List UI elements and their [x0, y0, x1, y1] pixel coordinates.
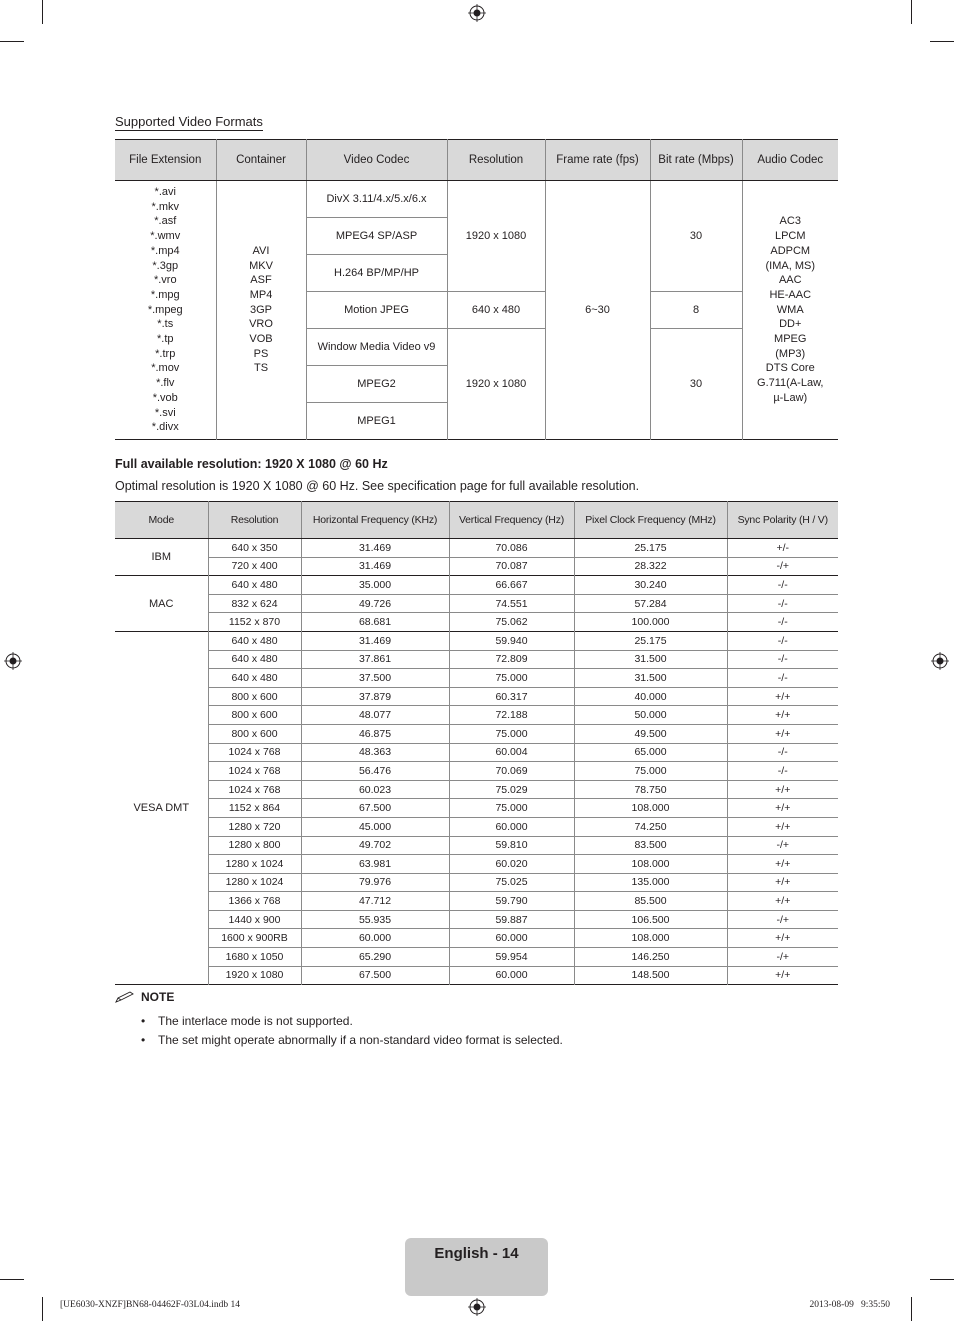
- table-header-row: [115, 140, 838, 181]
- table-cell: 31.469: [301, 557, 449, 576]
- table-cell: 79.976: [301, 873, 449, 892]
- list-line: AC3: [779, 215, 801, 228]
- table-cell: 1152 x 864: [208, 799, 301, 818]
- list-item: • The interlace mode is not supported.: [115, 1012, 563, 1031]
- table-row: [115, 929, 838, 948]
- crop-mark: [42, 0, 43, 24]
- list-line: DTS Core: [765, 362, 815, 375]
- table-cell: 640 x 480: [208, 576, 301, 595]
- table-cell: +/+: [727, 706, 838, 725]
- crop-mark: [0, 1279, 24, 1280]
- table-cell: 67.500: [301, 799, 449, 818]
- table-cell: 31.500: [574, 650, 727, 669]
- list-line: HE-AAC: [769, 288, 812, 301]
- table-cell: 146.250: [574, 948, 727, 967]
- table-row: [115, 799, 838, 818]
- list-line: PS: [253, 347, 269, 360]
- table-cell: 59.790: [449, 892, 574, 911]
- table-cell: -/-: [727, 576, 838, 595]
- list-line: *.avi: [154, 186, 176, 199]
- table-cell: 57.284: [574, 594, 727, 613]
- table-cell: 60.000: [449, 929, 574, 948]
- resolution-table: [115, 501, 838, 985]
- table-cell: 1366 x 768: [208, 892, 301, 911]
- list-line: MKV: [249, 259, 273, 272]
- table-cell: 1024 x 768: [208, 780, 301, 799]
- table-cell: 100.000: [574, 613, 727, 632]
- table-cell: 49.500: [574, 724, 727, 743]
- registration-mark-icon: [468, 1298, 486, 1316]
- table-cell: 640 x 480: [208, 650, 301, 669]
- table-cell: +/+: [727, 724, 838, 743]
- list-line: µ-Law): [773, 391, 808, 404]
- file-extension-list: [115, 181, 216, 440]
- table-row: [115, 613, 838, 632]
- table-cell: 1024 x 768: [208, 762, 301, 781]
- table-cell: +/-: [727, 539, 838, 558]
- table-cell: 65.290: [301, 948, 449, 967]
- table-cell: 49.726: [301, 594, 449, 613]
- video-codec-cell: H.264 BP/MP/HP: [306, 255, 447, 292]
- table-cell: 60.023: [301, 780, 449, 799]
- table-cell: 83.500: [574, 836, 727, 855]
- table-cell: 800 x 600: [208, 687, 301, 706]
- table-row: [115, 873, 838, 892]
- table-cell: 50.000: [574, 706, 727, 725]
- table-cell: +/+: [727, 873, 838, 892]
- column-header: Container: [216, 140, 306, 181]
- resolution-section-title: Full available resolution: 1920 X 1080 @ 60 Hz: [115, 457, 388, 471]
- table-cell: 70.069: [449, 762, 574, 781]
- crop-mark: [930, 41, 954, 42]
- table-row: [115, 743, 838, 762]
- column-header: Pixel Clock Frequency (MHz): [574, 502, 727, 539]
- list-line: *.wmv: [150, 230, 181, 243]
- table-row: [115, 948, 838, 967]
- table-cell: 30.240: [574, 576, 727, 595]
- table-cell: 37.500: [301, 669, 449, 688]
- table-row: [115, 780, 838, 799]
- video-codec-cell: MPEG4 SP/ASP: [306, 218, 447, 255]
- list-line: (MP3): [775, 347, 806, 360]
- table-row: [115, 892, 838, 911]
- list-line: AAC: [778, 274, 802, 287]
- table-cell: 60.000: [449, 966, 574, 985]
- footer-timestamp: 2013-08-09 9:35:50: [809, 1300, 890, 1310]
- table-cell: 800 x 600: [208, 724, 301, 743]
- table-cell: 60.000: [301, 929, 449, 948]
- bitrate-cell: 30: [650, 329, 742, 440]
- table-cell: 640 x 350: [208, 539, 301, 558]
- table-cell: 70.087: [449, 557, 574, 576]
- table-cell: 148.500: [574, 966, 727, 985]
- table-row: [115, 966, 838, 985]
- page-number: English - 14: [434, 1245, 519, 1262]
- table-cell: 74.551: [449, 594, 574, 613]
- note-list: [115, 1012, 563, 1050]
- list-line: 3GP: [249, 303, 272, 316]
- table-cell: 75.000: [449, 724, 574, 743]
- table-cell: 106.500: [574, 910, 727, 929]
- footer-file-info: [UE6030-XNZF]BN68-04462F-03L04.indb 14: [60, 1300, 240, 1310]
- list-line: ASF: [250, 274, 272, 287]
- column-header: Audio Codec: [742, 140, 838, 181]
- bitrate-cell: 30: [650, 181, 742, 292]
- table-cell: 75.025: [449, 873, 574, 892]
- table-cell: 1280 x 800: [208, 836, 301, 855]
- table-cell: 48.363: [301, 743, 449, 762]
- table-row: [115, 631, 838, 650]
- table-cell: -/-: [727, 743, 838, 762]
- table-cell: 59.810: [449, 836, 574, 855]
- list-line: *.mkv: [151, 200, 179, 213]
- table-cell: +/+: [727, 687, 838, 706]
- table-cell: 65.000: [574, 743, 727, 762]
- table-cell: -/+: [727, 836, 838, 855]
- column-header: File Extension: [115, 140, 216, 181]
- list-line: LPCM: [774, 230, 806, 243]
- table-cell: 48.077: [301, 706, 449, 725]
- table-cell: 108.000: [574, 855, 727, 874]
- table-cell: 67.500: [301, 966, 449, 985]
- table-cell: 55.935: [301, 910, 449, 929]
- table-cell: 25.175: [574, 539, 727, 558]
- table-cell: 1920 x 1080: [208, 966, 301, 985]
- table-cell: 1280 x 1024: [208, 855, 301, 874]
- table-cell: 72.809: [449, 650, 574, 669]
- table-cell: 59.954: [449, 948, 574, 967]
- table-cell: 47.712: [301, 892, 449, 911]
- list-line: *.3gp: [152, 259, 179, 272]
- table-cell: 31.469: [301, 539, 449, 558]
- table-row: [115, 669, 838, 688]
- column-header: Sync Polarity (H / V): [727, 502, 838, 539]
- column-header: Bit rate (Mbps): [650, 140, 742, 181]
- table-cell: -/-: [727, 669, 838, 688]
- video-codec-cell: MPEG1: [306, 403, 447, 440]
- list-line: *.svi: [154, 406, 176, 419]
- table-cell: -/-: [727, 631, 838, 650]
- crop-mark: [930, 1279, 954, 1280]
- mode-cell: VESA DMT: [115, 631, 208, 984]
- table-cell: -/+: [727, 557, 838, 576]
- table-row: [115, 181, 838, 218]
- table-row: [115, 576, 838, 595]
- column-header: Resolution: [447, 140, 545, 181]
- list-line: *.vro: [153, 274, 177, 287]
- list-line: *.asf: [154, 215, 177, 228]
- list-line: (IMA, MS): [765, 259, 815, 272]
- table-cell: 78.750: [574, 780, 727, 799]
- bitrate-cell: 8: [650, 292, 742, 329]
- table-cell: +/+: [727, 892, 838, 911]
- table-row: [115, 910, 838, 929]
- column-header: Mode: [115, 502, 208, 539]
- table-cell: 40.000: [574, 687, 727, 706]
- table-cell: -/+: [727, 910, 838, 929]
- resolution-cell: 1920 x 1080: [447, 329, 545, 440]
- table-cell: 45.000: [301, 817, 449, 836]
- section-title-video-formats: Supported Video Formats: [115, 114, 263, 129]
- table-cell: 60.004: [449, 743, 574, 762]
- column-header: Resolution: [208, 502, 301, 539]
- table-cell: 37.879: [301, 687, 449, 706]
- column-header: Frame rate (fps): [545, 140, 650, 181]
- list-line: VOB: [249, 333, 273, 346]
- list-line: *.ts: [157, 318, 174, 331]
- table-cell: 75.029: [449, 780, 574, 799]
- list-line: G.711(A-Law,: [757, 377, 824, 390]
- table-cell: 640 x 480: [208, 669, 301, 688]
- table-cell: 31.500: [574, 669, 727, 688]
- table-cell: 60.317: [449, 687, 574, 706]
- table-cell: 108.000: [574, 799, 727, 818]
- list-line: *.vob: [152, 391, 178, 404]
- table-cell: 28.322: [574, 557, 727, 576]
- table-cell: -/-: [727, 650, 838, 669]
- list-line: TS: [253, 362, 269, 375]
- table-header-row: [115, 502, 838, 539]
- table-cell: 25.175: [574, 631, 727, 650]
- video-codec-cell: Motion JPEG: [306, 292, 447, 329]
- table-cell: 49.702: [301, 836, 449, 855]
- table-cell: 1280 x 1024: [208, 873, 301, 892]
- list-line: *.mp4: [150, 244, 180, 257]
- list-line: VRO: [249, 318, 273, 331]
- table-cell: 63.981: [301, 855, 449, 874]
- note-heading: [115, 990, 563, 1004]
- column-header: Vertical Frequency (Hz): [449, 502, 574, 539]
- table-row: [115, 650, 838, 669]
- table-cell: -/-: [727, 613, 838, 632]
- table-cell: 70.086: [449, 539, 574, 558]
- note-label: NOTE: [141, 990, 175, 1004]
- registration-mark-icon: [931, 652, 949, 670]
- resolution-cell: 640 x 480: [447, 292, 545, 329]
- table-cell: +/+: [727, 799, 838, 818]
- list-line: *.mpg: [150, 288, 180, 301]
- crop-mark: [42, 1297, 43, 1321]
- table-cell: 59.887: [449, 910, 574, 929]
- table-cell: 1600 x 900RB: [208, 929, 301, 948]
- list-line: *.tp: [156, 333, 174, 346]
- list-line: *.flv: [156, 377, 175, 390]
- table-cell: 60.020: [449, 855, 574, 874]
- mode-cell: MAC: [115, 576, 208, 632]
- table-cell: 108.000: [574, 929, 727, 948]
- table-cell: 31.469: [301, 631, 449, 650]
- mode-cell: IBM: [151, 551, 172, 564]
- table-row: [115, 855, 838, 874]
- list-line: *.mpeg: [147, 303, 183, 316]
- list-line: DD+: [779, 318, 802, 331]
- container-list: [216, 181, 306, 440]
- video-codec-cell: Window Media Video v9: [306, 329, 447, 366]
- table-row: [115, 594, 838, 613]
- video-codec-cell: DivX 3.11/4.x/5.x/6.x: [306, 181, 447, 218]
- table-cell: -/+: [727, 948, 838, 967]
- table-cell: 75.000: [449, 799, 574, 818]
- table-cell: 1680 x 1050: [208, 948, 301, 967]
- registration-mark-icon: [468, 4, 486, 22]
- table-cell: +/+: [727, 855, 838, 874]
- video-codec-cell: MPEG2: [306, 366, 447, 403]
- table-row: [115, 539, 838, 558]
- table-cell: 72.188: [449, 706, 574, 725]
- table-cell: -/-: [727, 762, 838, 781]
- table-cell: 56.476: [301, 762, 449, 781]
- table-cell: 1440 x 900: [208, 910, 301, 929]
- table-cell: +/+: [727, 817, 838, 836]
- table-row: [115, 762, 838, 781]
- column-header: Video Codec: [306, 140, 447, 181]
- list-line: *.divx: [151, 421, 179, 434]
- table-row: [115, 687, 838, 706]
- note-section: [115, 990, 563, 1050]
- column-header: Horizontal Frequency (KHz): [301, 502, 449, 539]
- table-cell: 640 x 480: [208, 631, 301, 650]
- table-cell: 60.000: [449, 817, 574, 836]
- list-line: MPEG: [774, 333, 807, 346]
- list-line: WMA: [776, 303, 804, 316]
- registration-mark-icon: [4, 652, 22, 670]
- table-cell: +/+: [727, 966, 838, 985]
- table-cell: 1152 x 870: [208, 613, 301, 632]
- table-cell: 35.000: [301, 576, 449, 595]
- table-cell: 800 x 600: [208, 706, 301, 725]
- table-cell: -/-: [727, 594, 838, 613]
- resolution-cell: 1920 x 1080: [447, 181, 545, 292]
- list-line: ADPCM: [770, 244, 811, 257]
- table-cell: 37.861: [301, 650, 449, 669]
- table-row: [115, 817, 838, 836]
- frame-rate-cell: 6~30: [545, 181, 650, 440]
- resolution-section-description: Optimal resolution is 1920 X 1080 @ 60 Hz. See specification page for full available resolution.: [115, 479, 640, 493]
- list-line: MP4: [249, 288, 273, 301]
- table-row: [115, 557, 838, 576]
- table-cell: 720 x 400: [208, 557, 301, 576]
- video-formats-table: [115, 139, 838, 440]
- table-cell: 66.667: [449, 576, 574, 595]
- table-row: [115, 836, 838, 855]
- table-cell: +/+: [727, 780, 838, 799]
- table-cell: 46.875: [301, 724, 449, 743]
- table-cell: +/+: [727, 929, 838, 948]
- pencil-icon: [115, 991, 135, 1003]
- table-cell: 1280 x 720: [208, 817, 301, 836]
- list-item: • The set might operate abnormally if a non-standard video format is selected.: [115, 1031, 563, 1050]
- table-cell: 1024 x 768: [208, 743, 301, 762]
- table-cell: 85.500: [574, 892, 727, 911]
- table-cell: 75.000: [449, 669, 574, 688]
- table-cell: 135.000: [574, 873, 727, 892]
- table-cell: 75.000: [574, 762, 727, 781]
- table-row: [115, 706, 838, 725]
- audio-codec-list: [742, 181, 838, 440]
- list-line: *.mov: [151, 362, 180, 375]
- table-row: [115, 724, 838, 743]
- list-line: AVI: [252, 244, 270, 257]
- crop-mark: [911, 0, 912, 24]
- table-cell: 68.681: [301, 613, 449, 632]
- list-line: *.trp: [155, 347, 176, 360]
- crop-mark: [0, 41, 24, 42]
- crop-mark: [911, 1297, 912, 1321]
- table-cell: 59.940: [449, 631, 574, 650]
- table-cell: 832 x 624: [208, 594, 301, 613]
- table-cell: 74.250: [574, 817, 727, 836]
- table-cell: 75.062: [449, 613, 574, 632]
